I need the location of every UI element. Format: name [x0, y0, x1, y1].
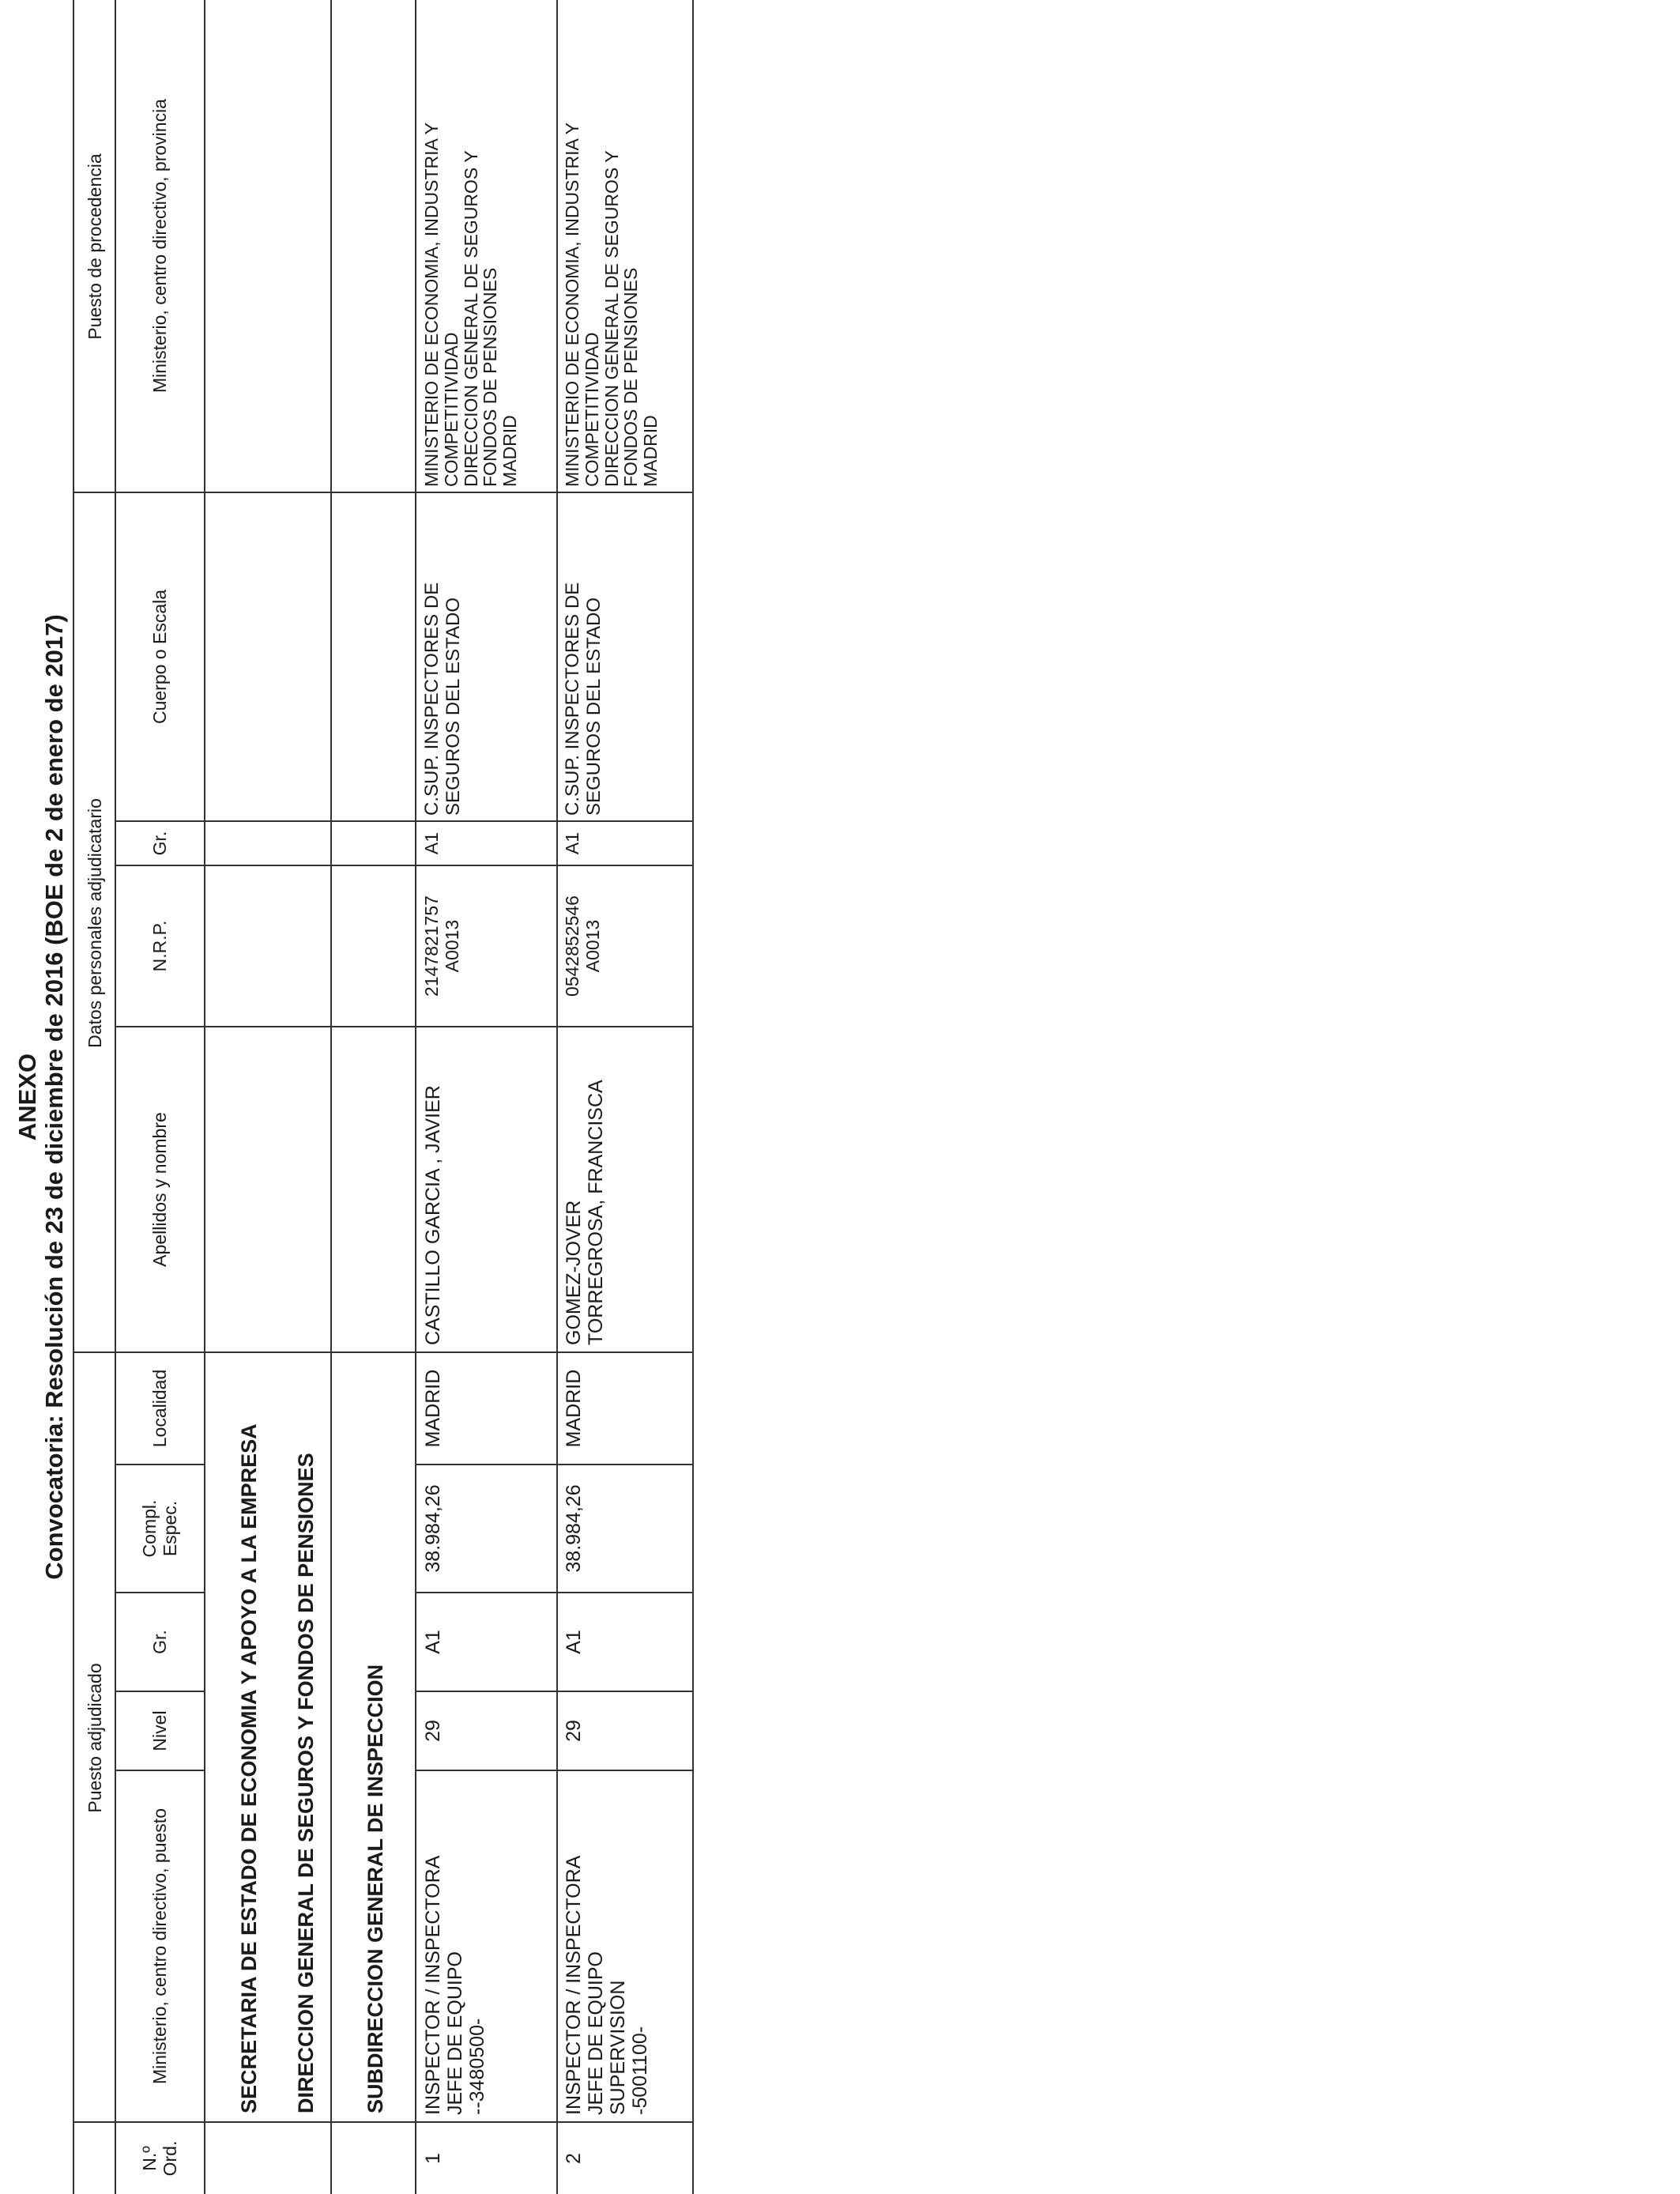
header-cuerpo: Cuerpo o Escala: [149, 589, 170, 725]
header-gr-personal: Gr.: [149, 831, 170, 856]
row2-gr: A1: [563, 1630, 585, 1654]
row1-nrp: 2147821757 A0013: [421, 895, 462, 997]
row2-ord: 2: [563, 2153, 585, 2164]
row2-gr-personal: A1: [562, 831, 582, 855]
convocatoria-title: Convocatoria: Resolución de 23 de diciembre de 2016 (BOE de 2 de enero de 2017): [40, 614, 68, 1580]
row2-nrp: 0542852546 A0013: [562, 895, 603, 997]
rule-section-2: [415, 0, 416, 2194]
header-ministerio-provincia: Ministerio, centro directivo, provincia: [149, 99, 170, 393]
rule-header-bottom: [204, 0, 205, 2194]
header-datos-personales: Datos personales adjudicatario: [85, 798, 106, 1048]
row1-nivel: 29: [422, 1720, 444, 1742]
anexo-title: ANEXO: [13, 1053, 41, 1141]
row2-procedencia: MINISTERIO DE ECONOMIA, INDUSTRIA Y COMPETITIVIDAD DIRECCION GENERAL DE SEGUROS Y FONDOS DE PENSIONES MADRID: [562, 123, 661, 487]
row1-gr: A1: [422, 1630, 444, 1654]
row2-localidad: MADRID: [563, 1369, 585, 1448]
row1-cuerpo: C.SUP. INSPECTORES DE SEGUROS DEL ESTADO: [421, 582, 464, 816]
section-secretaria: SECRETARIA DE ESTADO DE ECONOMIA Y APOYO A LA EMPRESA: [237, 1423, 261, 2113]
header-localidad: Localidad: [149, 1369, 170, 1448]
section-direccion: DIRECCION GENERAL DE SEGUROS Y FONDOS DE PENSIONES: [294, 1453, 318, 2113]
row2-cuerpo: C.SUP. INSPECTORES DE SEGUROS DEL ESTADO: [562, 582, 605, 816]
row1-procedencia: MINISTERIO DE ECONOMIA, INDUSTRIA Y COMPETITIVIDAD DIRECCION GENERAL DE SEGUROS Y FONDOS DE PENSIONES MADRID: [421, 123, 521, 487]
row2-nivel: 29: [563, 1720, 585, 1742]
row1-compl: 38.984,26: [422, 1484, 444, 1573]
header-puesto-adjudicado: Puesto adjudicado: [85, 1663, 106, 1813]
row1-apellidos: CASTILLO GARCIA , JAVIER: [422, 1085, 444, 1345]
vline-gr-compl-rows: [415, 1592, 694, 1593]
header-gr: Gr.: [149, 1630, 170, 1654]
header-apellidos: Apellidos y nombre: [149, 1112, 170, 1267]
row1-puesto: INSPECTOR / INSPECTORA JEFE DE EQUIPO --3480500-: [422, 1855, 488, 2115]
rule-section-1: [330, 0, 332, 2194]
header-nivel: Nivel: [149, 1710, 170, 1751]
row2-puesto: INSPECTOR / INSPECTORA JEFE DE EQUIPO SUPERVISION -5001100-: [563, 1855, 651, 2115]
row1-ord: 1: [422, 2153, 444, 2164]
vline-compl-loc-rows: [415, 1464, 694, 1465]
row2-compl: 38.984,26: [563, 1484, 585, 1573]
row1-gr-personal: A1: [421, 831, 442, 855]
header-compl-espec: Compl. Espec.: [138, 1499, 180, 1558]
vline-nivel-gr-rows: [415, 1691, 694, 1692]
vline-puesto-nivel-rows: [415, 1770, 694, 1771]
rule-row-1: [556, 0, 558, 2194]
rule-subheader-top: [115, 0, 116, 2194]
section-subdireccion: SUBDIRECCION GENERAL DE INSPECCION: [363, 1664, 387, 2113]
row2-apellidos: GOMEZ-JOVER TORREGROSA, FRANCISCA: [563, 1080, 607, 1345]
rule-top: [73, 0, 74, 2194]
header-num-ord: N.º Ord.: [138, 2140, 180, 2177]
header-puesto-procedencia: Puesto de procedencia: [85, 153, 106, 340]
row1-localidad: MADRID: [422, 1369, 444, 1448]
header-ministerio-puesto: Ministerio, centro directivo, puesto: [149, 1808, 170, 2084]
header-nrp: N.R.P.: [149, 920, 170, 972]
rule-row-2: [692, 0, 694, 2194]
